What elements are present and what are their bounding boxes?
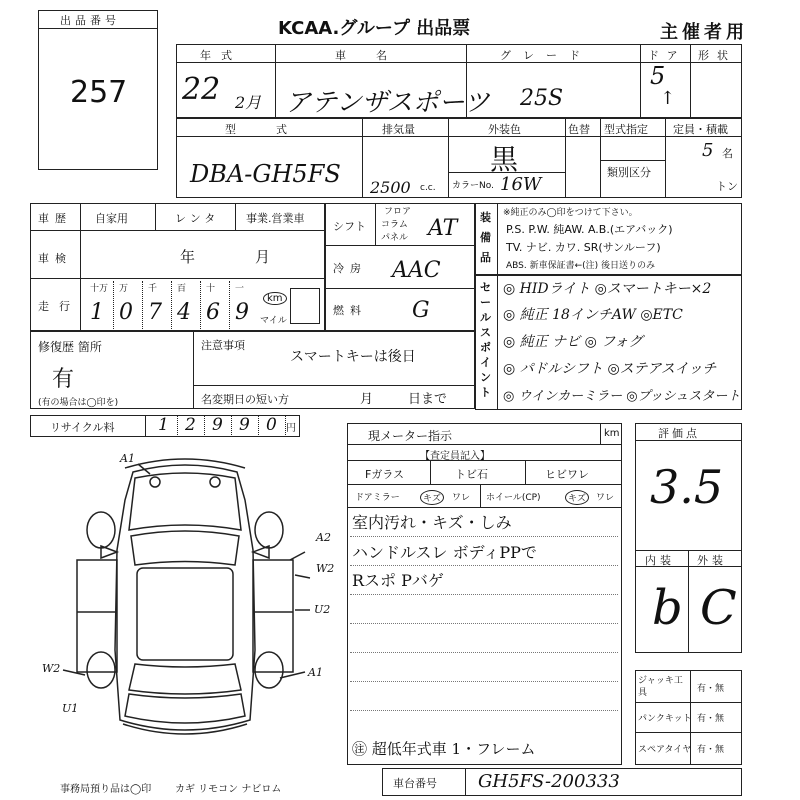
divider [690,44,691,118]
wheel-front-right [255,512,283,548]
divider [325,245,475,246]
color-no-label: カラーNo. [452,181,494,191]
divider [347,507,622,508]
inspector-comment-2: ハンドルスレ ボディPPで [352,543,537,562]
inspector-comment-1: 室内汚れ・キズ・しみ [352,513,512,532]
recycle-digit-divider [204,415,205,437]
divider [275,44,276,118]
selling-point-3: ◎ 純正 ナビ ◎ フォグ [503,334,643,350]
mileage-digit: 4 [177,300,191,325]
business-label: 事業.営業車 [246,212,305,225]
recycle-digit: 9 [212,415,223,435]
divider [635,732,742,733]
divider [155,203,156,230]
chassis-value: GH5FS-200333 [478,771,620,792]
spare-tire-value: 有・無 [697,745,725,755]
headlight-left [150,477,160,487]
rating-label: 評価点 [658,427,700,440]
divider [600,160,665,161]
front-glass-label: Fガラス [365,468,404,481]
comment-line [350,710,618,711]
divider [80,203,81,331]
divider [480,484,481,507]
mark-u2: U2 [314,603,331,616]
model-label: 型式 [225,123,327,136]
grade-label: グレード [500,49,592,62]
door-label: ドア [648,49,686,62]
private-use-label: 自家用 [95,212,128,225]
equipment-line-3: ABS. 新車保証書←(注) 後日送りのみ [506,261,656,271]
divider [448,118,449,198]
class-label: 類別区分 [607,166,651,179]
selling-point-4: ◎ パドルシフト ◎ステアスイッチ [503,361,717,377]
inspection-year-unit: 年 [180,248,196,266]
rating-value: 3.5 [650,460,724,514]
comment-line [350,536,618,537]
mileage-digit-label: 一 [235,284,245,294]
puncture-kit-value: 有・無 [697,714,725,724]
divider [565,118,566,198]
divider [193,331,194,409]
door-mirror-scratch: キズ [420,490,444,505]
mileage-digit: 1 [90,300,104,325]
exterior-label: 外装 [697,554,727,567]
meter-label: 現メーター指示 [368,429,453,443]
mileage-digit-label: 万 [119,284,129,294]
mark-a1-rear: A1 [308,666,323,679]
displacement-value: 2500 [370,178,411,197]
divider [375,203,376,245]
mark-w2-left: W2 [42,662,61,675]
car-hood [129,473,241,530]
divider [30,230,325,231]
history-label: 車歴 [38,212,72,225]
mileage-digit: 7 [148,300,162,325]
recycle-digit: 0 [266,415,277,435]
km-unit: km [263,292,287,305]
divider [362,118,363,198]
car-rear-window [129,664,241,694]
ac-label: 冷房 [333,262,367,275]
comment-line [350,565,618,566]
chassis-label: 車台番号 [393,777,437,790]
rental-label: レンタ [175,212,220,225]
model-designation-label: 型式指定 [604,123,648,136]
office-items: カギ リモコン ナビロム [175,784,282,795]
divider [193,385,475,386]
inspection-month-unit: 月 [255,248,271,266]
recycle-digit-divider [177,415,178,437]
year-label: 年式 [200,49,242,62]
year-value: 22 [182,72,221,107]
capacity-value: 5 [702,140,714,161]
car-right-side [253,560,293,672]
mileage-digit-divider [200,281,201,329]
displacement-label: 排気量 [382,123,415,136]
car-left-side [77,560,117,672]
divider [325,288,475,289]
shape-value: ↑ [660,88,676,109]
repair-history-label: 修復歴 箇所 [38,340,102,354]
wheel-rear-right [255,652,283,688]
model-value: DBA-GH5FS [190,160,341,188]
name-change-label: 名変期日の短い方 [201,393,289,406]
divider [497,203,498,275]
exterior-color-label: 外装色 [488,123,521,136]
lot-number-value: 257 [70,75,128,110]
name-change-month: 月 [360,392,374,407]
wheel-break: ワレ [596,493,615,503]
interior-label: 内装 [645,554,675,567]
divider [600,118,601,198]
capacity-label: 定員・積載 [673,123,728,136]
exterior-color-value: 黒 [490,143,519,176]
cc-unit: c.c. [420,183,436,193]
mileage-digit-divider [171,281,172,329]
repaint-label: 色替 [568,123,590,136]
divider [635,702,742,703]
divider [38,28,158,29]
selling-points-label: セールスポイント [480,281,491,399]
recycle-digit: 9 [239,415,250,435]
jack-tool-value: 有・無 [697,684,725,694]
inspector-label: 【査定員記入】 [420,451,490,462]
recycle-digit: 2 [185,415,196,435]
mileage-digit: 0 [119,300,133,325]
equipment-note: ※純正のみ◯印をつけて下さい。 [503,208,638,218]
comment-line [350,623,618,624]
shift-value: AT [428,216,458,241]
month-value: 2月 [235,93,262,112]
divider [347,484,622,485]
divider [465,768,466,796]
lot-number-label: 出品番号 [60,14,120,27]
comment-line [350,652,618,653]
selling-point-2: ◎ 純正 18インチAW ◎ETC [503,307,683,323]
host-label: 主催者用 [660,22,748,43]
inspector-comment-3: Rスポ Pバゲ [352,571,444,590]
door-mirror-label: ドアミラー [355,493,400,503]
door-value: 5 [650,62,666,90]
recycle-digit-divider [258,415,259,437]
headlight-right [210,477,220,487]
shift-option-column: コラム [381,220,408,230]
divider [688,550,689,653]
selling-point-5: ◎ ウインカーミラー ◎プッシュスタート [503,389,741,404]
mile-unit: マイル [260,316,287,326]
mileage-label: 走行 [38,300,80,313]
front-bumper [125,459,245,468]
recycle-unit: 円 [286,423,296,434]
grade-value: 25S [520,86,564,111]
mileage-digit: 9 [235,300,249,325]
equipment-label: 装備品 [480,211,491,264]
mileage-digit-label: 百 [177,284,187,294]
repair-history-note: (有の場合は◯印を) [38,398,119,408]
divider [430,460,431,484]
divider [235,203,236,230]
chip-label: トビ石 [455,468,488,481]
divider [30,278,325,279]
office-items-label: 事務局預り品は◯印 [60,784,152,795]
divider [145,415,146,437]
interior-value: b [652,580,683,636]
puncture-kit-label: パンクキット [638,714,692,724]
mark-a2: A2 [316,531,331,544]
crack-label: ヒビワレ [545,468,589,481]
divider [525,460,526,484]
mileage-digit: 6 [206,300,220,325]
ac-value: AAC [392,258,441,283]
shift-label: シフト [333,220,366,233]
wheel-front-left [87,512,115,548]
notes-value: スマートキーは後日 [290,349,416,365]
shift-option-floor: フロア [384,207,412,217]
inspection-label: 車検 [38,252,72,265]
divider [640,44,641,118]
mileage-digit-divider [229,281,230,329]
shape-label: 形状 [698,49,736,62]
wheel-rear-left [87,652,115,688]
spare-tire-label: スペアタイヤ [638,745,692,755]
divider [665,118,666,198]
recycle-digit: 1 [158,415,169,435]
ton-unit: トン [716,180,738,193]
car-name-label: 車名 [335,49,417,62]
jack-tool-label: ジャッキ工具 [638,676,683,698]
exterior-value: C [700,580,737,636]
car-windshield [131,531,239,565]
meter-unit: km [604,428,620,439]
door-mirror-break: ワレ [452,493,471,503]
mark-u1: U1 [62,702,79,715]
wheel-label: ホイール(CP) [486,493,541,503]
divider [497,275,498,410]
divider [347,444,622,445]
car-diagram [5,440,345,760]
selling-point-1: ◎ HIDライト ◎スマートキー×2 [503,281,712,297]
name-change-day: 日まで [408,392,448,407]
mark-w2-right: W2 [316,562,335,575]
form-title: KCAA.グループ 出品票 [278,18,471,39]
comment-line [350,681,618,682]
mileage-digit-label: 千 [148,284,158,294]
divider [600,423,601,444]
color-no-value: 16W [500,174,542,195]
mileage-digit-divider [142,281,143,329]
recycle-label: リサイクル料 [50,421,115,434]
capacity-unit: 名 [722,147,733,160]
equipment-line-1: P.S. P.W. 純AW. A.B.(エアバック) [506,223,673,236]
wheel-scratch: キズ [565,490,589,505]
fuel-label: 燃料 [333,304,367,317]
recycle-digit-divider [231,415,232,437]
car-name-value: アテンザスポーツ [285,88,490,118]
mileage-digit-divider [113,281,114,329]
shift-option-panel: パネル [381,233,409,243]
mileage-digit-label: 十 [206,284,216,294]
inspector-bottom-note: ㊟ 超低年式車 1・フレーム [352,740,536,758]
km-checkbox [290,288,320,324]
notes-label: 注意事項 [201,339,245,352]
mark-a1-front: A1 [120,452,135,465]
comment-line [350,594,618,595]
fuel-value: G [412,298,430,323]
equipment-line-2: TV. ナビ. カワ. SR(サンルーフ) [506,241,661,254]
car-roof [137,568,233,660]
repair-history-value: 有 [52,367,75,392]
mileage-digit-label: 十万 [90,284,109,294]
car-trunk [125,694,245,723]
